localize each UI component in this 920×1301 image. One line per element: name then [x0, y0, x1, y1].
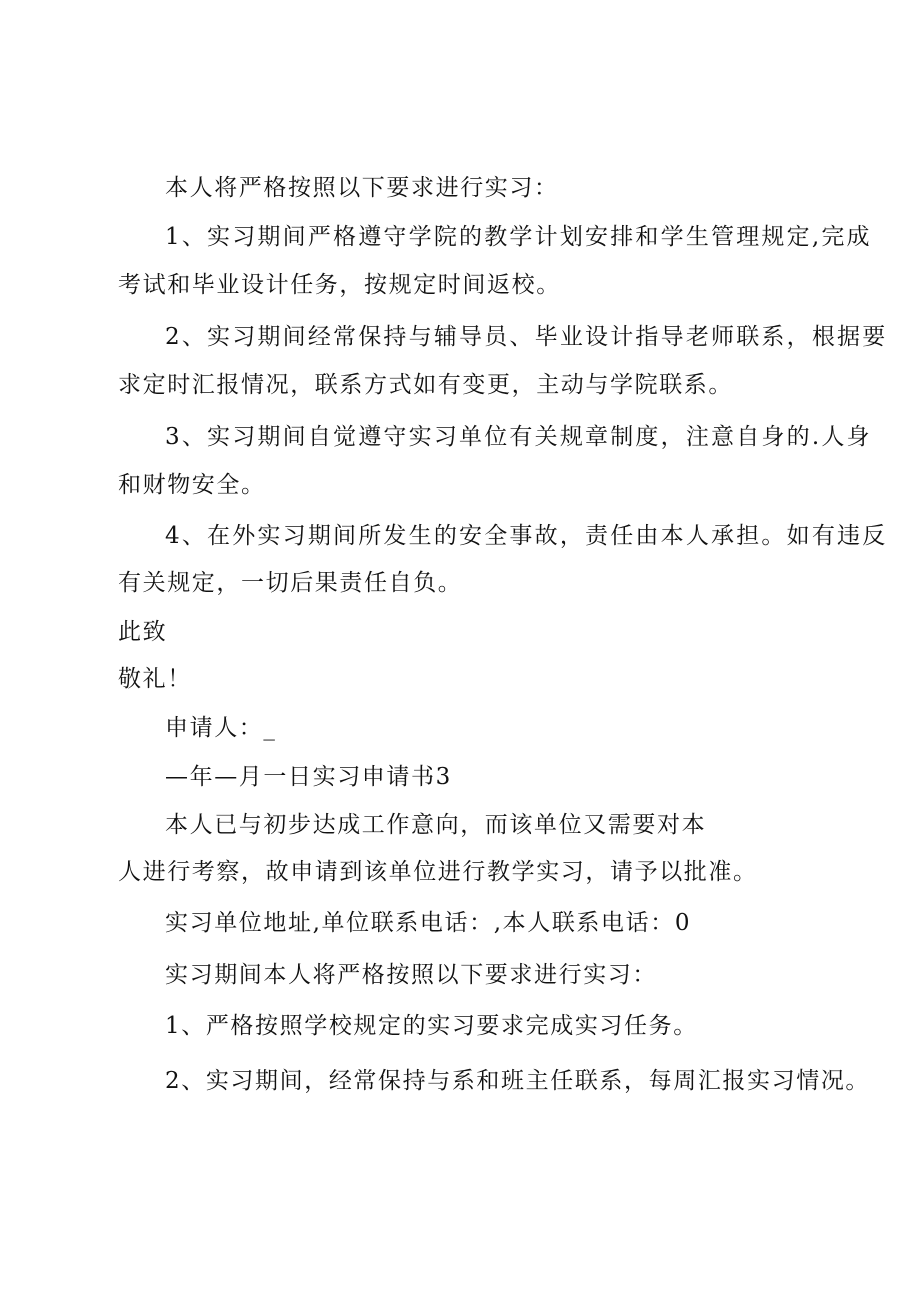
- applicant-line: 申请人：_: [165, 715, 277, 741]
- contact-line: 实习单位地址,单位联系电话：,本人联系电话：0: [165, 910, 692, 936]
- date-title-line: —年—月一日实习申请书3: [165, 764, 452, 790]
- closing-salutation: 此致: [118, 619, 168, 645]
- intro-paragraph: 本人将严格按照以下要求进行实习：: [165, 175, 559, 201]
- requirement-1: 1、严格按照学校规定的实习要求完成实习任务。: [165, 1013, 698, 1039]
- item-2-line-1: 2、实习期间经常保持与辅导员、毕业设计指导老师联系，根据要: [165, 324, 888, 350]
- paragraph-2-line-2: 人进行考察，故申请到该单位进行教学实习，请予以批准。: [118, 859, 758, 885]
- item-4-line-1: 4、在外实习期间所发生的安全事故，责任由本人承担。如有违反: [165, 523, 888, 549]
- item-1-line-2: 考试和毕业设计任务，按规定时间返校。: [118, 272, 561, 298]
- item-2-line-2: 求定时汇报情况，联系方式如有变更，主动与学院联系。: [118, 372, 733, 398]
- paragraph-2-line-1: 本人已与初步达成工作意向，而该单位又需要对本: [165, 812, 707, 838]
- item-4-line-2: 有关规定，一切后果责任自负。: [118, 570, 463, 596]
- item-3-line-1: 3、实习期间自觉遵守实习单位有关规章制度，注意自身的.人身: [165, 424, 872, 450]
- intro-paragraph-2: 实习期间本人将严格按照以下要求进行实习：: [165, 962, 657, 988]
- item-3-line-2: 和财物安全。: [118, 472, 266, 498]
- item-1-line-1: 1、实习期间严格遵守学院的教学计划安排和学生管理规定,完成: [165, 224, 872, 250]
- requirement-2: 2、实习期间，经常保持与系和班主任联系，每周汇报实习情况。: [165, 1068, 871, 1094]
- closing-regards: 敬礼！: [118, 666, 192, 692]
